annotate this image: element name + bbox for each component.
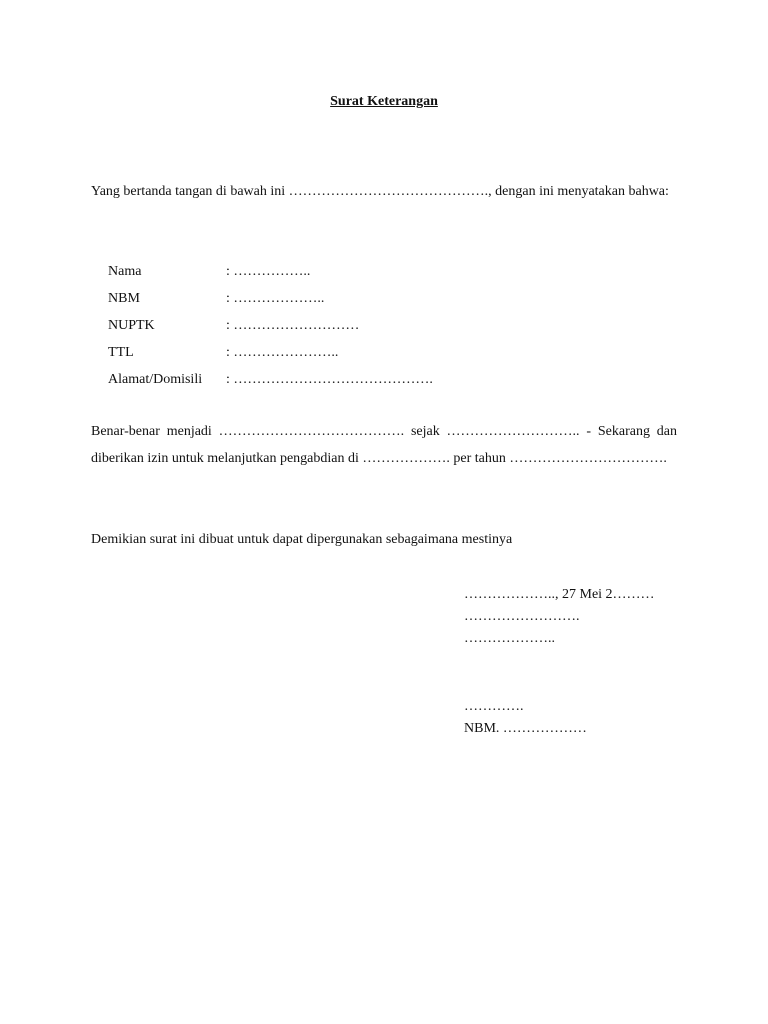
signature-line-2: …………………….	[464, 609, 580, 624]
signature-space	[464, 650, 655, 696]
document-title: Surat Keterangan	[330, 94, 438, 109]
signature-line-3: ………………..	[464, 631, 555, 646]
signature-place-date: ……………….., 27 Mei 2………	[464, 587, 655, 602]
statement-paragraph: Benar-benar menjadi …………………………………. sejak ……………………….. - Sekarang dan diberikan izin untuk melanjutkan pengabdian di ………………. per tahun …………………………….	[91, 424, 677, 466]
field-row-ttl	[108, 339, 433, 366]
identity-fields	[108, 258, 433, 393]
field-value-nuptk: : ………………………	[226, 318, 360, 333]
field-value-nama: : ……………..	[226, 264, 311, 279]
field-label-nuptk: NUPTK	[108, 318, 155, 333]
field-value-nbm: : ………………..	[226, 291, 325, 306]
signature-name: ………….	[464, 699, 524, 714]
closing-paragraph: Demikian surat ini dibuat untuk dapat dipergunakan sebagaimana mestinya	[91, 532, 513, 547]
field-label-alamat: Alamat/Domisili	[108, 372, 203, 387]
intro-paragraph: Yang bertanda tangan di bawah ini ……………………………………., dengan ini menyatakan bahwa:	[91, 184, 669, 199]
field-value-ttl: : …………………..	[226, 345, 339, 360]
field-label-nbm: NBM	[108, 291, 140, 306]
field-label-nama: Nama	[108, 264, 142, 279]
field-row-nbm	[108, 285, 433, 312]
signature-nbm: NBM. ………………	[464, 721, 587, 736]
field-row-alamat	[108, 366, 433, 393]
field-label-ttl: TTL	[108, 345, 134, 360]
field-row-nama	[108, 258, 433, 285]
signature-block	[464, 584, 655, 740]
field-value-alamat: : …………………………………….	[226, 372, 433, 387]
field-row-nuptk	[108, 312, 433, 339]
